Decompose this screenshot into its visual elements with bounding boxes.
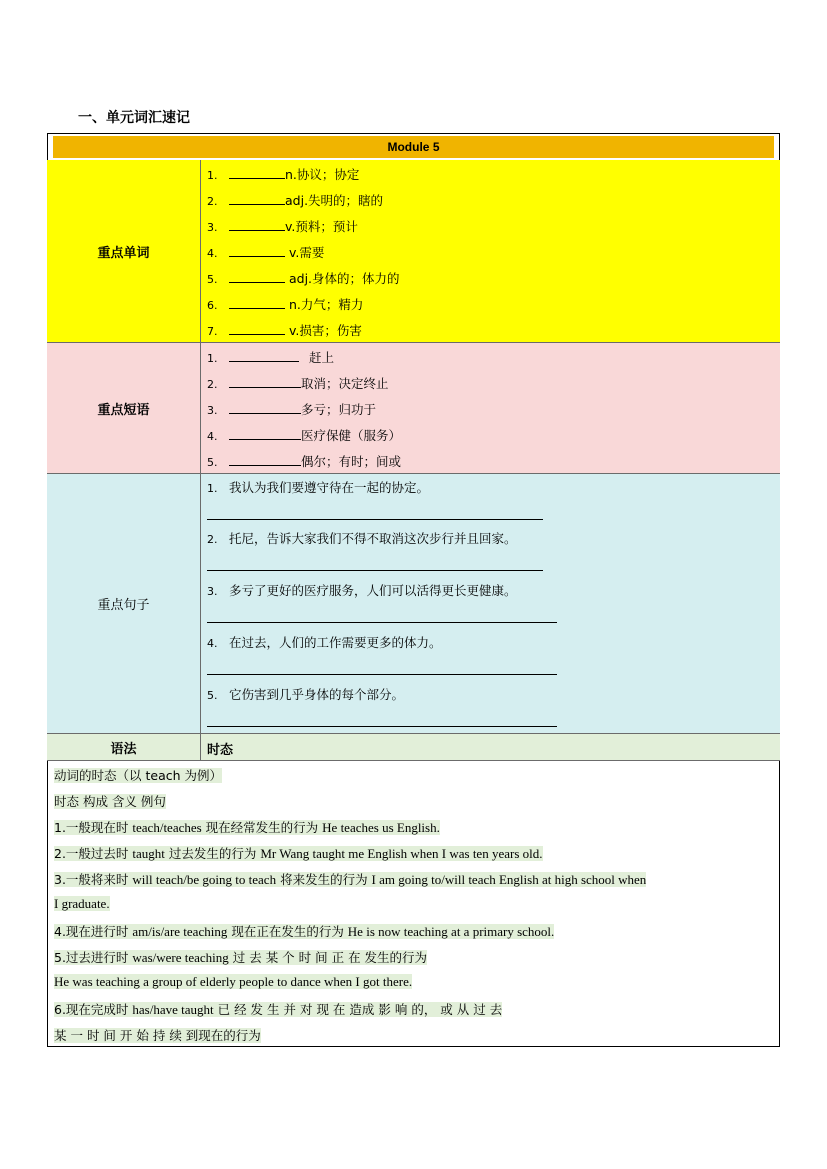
phrase-item: 1. 赶上 [207,350,335,365]
notes-columns: 时态 构成 含义 例句 [54,794,166,809]
word-blank[interactable] [229,166,285,179]
grammar-label: 语法 [47,734,201,760]
word-blank[interactable] [229,218,285,231]
sentence-answer-line[interactable] [207,519,543,520]
word-blank[interactable] [229,296,285,309]
tense-simple-future: 3.一般将来时 will teach/be going to teach 将来发生的行为 I am going to/will teach English at high school when [54,872,647,887]
word-item: 6. n.力气；精力 [207,297,364,312]
tense-present-perfect-cont: 某 一 时 间 开 始 持 续 到现在的行为 [54,1028,261,1043]
word-item: 5. adj.身体的；体力的 [207,271,400,286]
word-item: 1. n.协议；协定 [207,167,360,182]
section-heading: 一、单元词汇速记 [78,110,190,126]
key-sentences-list [201,474,780,733]
sentence-answer-line[interactable] [207,726,557,727]
word-blank[interactable] [229,244,285,257]
phrase-blank[interactable] [229,453,301,466]
sentence-answer-line[interactable] [207,570,543,571]
key-phrases-list [201,343,780,473]
sentence-item: 1. 我认为我们要遵守待在一起的协定。 [207,480,430,495]
tense-simple-present: 1.一般现在时 teach/teaches 现在经常发生的行为 He teaches us English. [54,820,440,835]
sentence-answer-line[interactable] [207,622,557,623]
tense-present-continuous: 4.现在进行时 am/is/are teaching 现在正在发生的行为 He is now teaching at a primary school. [54,924,555,939]
tense-present-perfect: 6.现在完成时 has/have taught 已 经 发 生 并 对 现 在 造成 影 响 的， 或 从 过 去 [54,1002,503,1017]
word-item: 7. v.损害；伤害 [207,323,362,338]
sentence-item: 2. 托尼，告诉大家我们不得不取消这次步行并且回家。 [207,531,517,546]
key-phrases-row [47,343,780,474]
phrase-item: 5. 偶尔；有时；间或 [207,454,402,469]
grammar-title: 时态 [207,743,234,758]
word-blank[interactable] [229,322,285,335]
sentence-answer-line[interactable] [207,674,557,675]
word-item: 3. v.预料；预计 [207,219,358,234]
phrase-blank[interactable] [229,427,301,440]
phrase-item: 4. 医疗保健（服务） [207,428,402,443]
word-blank[interactable] [229,192,285,205]
tense-simple-future-cont: I graduate. [54,896,110,911]
word-item: 4. v.需要 [207,245,325,260]
key-words-label: 重点单词 [47,160,201,342]
phrase-item: 2. 取消；决定终止 [207,376,389,391]
grammar-row [47,734,780,761]
phrase-blank[interactable] [229,375,301,388]
key-sentences-label: 重点句子 [47,474,201,733]
key-words-row [47,160,780,343]
key-phrases-label: 重点短语 [47,343,201,473]
tense-past-continuous: 5.过去进行时 was/were teaching 过 去 某 个 时 间 正 在 发生的行为 [54,950,428,965]
key-words-list [201,160,780,342]
tense-past-continuous-example: He was teaching a group of elderly people to dance when I got there. [54,974,413,989]
word-blank[interactable] [229,270,285,283]
phrase-blank[interactable] [229,401,301,414]
notes-intro: 动词的时态（以 teach 为例） [54,768,222,783]
sentence-item: 3. 多亏了更好的医疗服务，人们可以活得更长更健康。 [207,583,517,598]
module-title: Module 5 [53,136,774,158]
sentence-item: 5. 它伤害到几乎身体的每个部分。 [207,687,405,702]
phrase-blank[interactable] [229,349,299,362]
word-item: 2. adj.失明的；瞎的 [207,193,384,208]
grammar-notes [48,762,779,1046]
key-sentences-row [47,474,780,734]
tense-simple-past: 2.一般过去时 taught 过去发生的行为 Mr Wang taught me English when I was ten years old. [54,846,543,861]
sentence-item: 4. 在过去，人们的工作需要更多的体力。 [207,635,442,650]
phrase-item: 3. 多亏；归功于 [207,402,377,417]
